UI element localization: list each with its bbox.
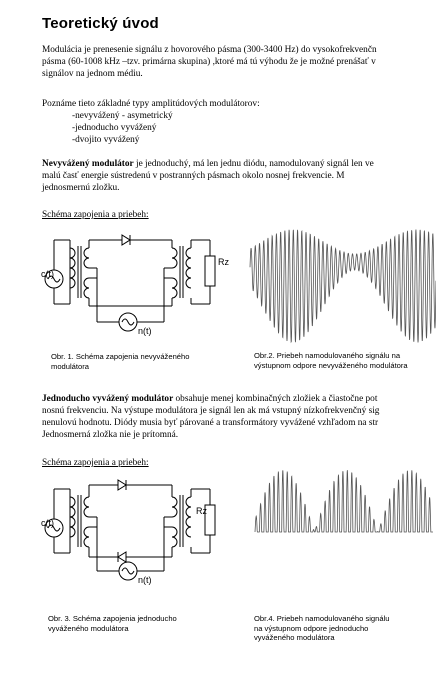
caption-fig1 <box>51 352 189 371</box>
caption-line: Obr. 1. Schéma zapojenia nevyváženého <box>51 352 190 361</box>
single-balanced-paragraph <box>42 393 436 441</box>
caption-line: vyváženého modulátora <box>254 633 335 642</box>
intro-paragraph <box>42 44 436 80</box>
intro-line: pásma (60-1008 kHz –tzv. primárna skupina) ,ktoré má tú výhodu že je možné prenášať v <box>42 57 376 67</box>
unbalanced-waveform-trace <box>250 230 436 343</box>
unbalanced-schematic <box>40 226 230 341</box>
unbalanced-text: je jednoduchý, má len jednu diódu, namodulovaný signál len ve <box>133 159 374 169</box>
modulator-types <box>42 98 436 146</box>
caption-fig4 <box>254 614 390 643</box>
caption-line: modulátora <box>51 361 89 371</box>
source-label: c(t) <box>41 269 54 279</box>
schema-heading-1: Schéma zapojenia a priebeh: <box>42 210 149 220</box>
load-label: Rz <box>196 506 207 516</box>
unbalanced-paragraph <box>42 158 436 194</box>
caption-fig2 <box>254 351 408 370</box>
load-label: Rz <box>218 257 229 267</box>
unbalanced-waveform <box>250 212 436 347</box>
types-item: -dvojito vyvážený <box>72 135 140 145</box>
types-heading: Poznáme tieto základné typy amplitúdových modulátorov: <box>42 99 260 109</box>
caption-line: na výstupnom odpore jednoducho <box>254 623 369 633</box>
caption-line: Obr.2. Priebeh namodulovaného signálu na <box>254 351 401 360</box>
caption-line: vyváženého modulátora <box>48 623 129 633</box>
unbalanced-term: Nevyvážený modulátor <box>42 159 134 169</box>
source-label: c(t) <box>41 518 54 528</box>
unbalanced-text: jednosmernú zložku. <box>42 183 120 193</box>
caption-line: Obr.4. Priebeh namodulovaného signálu <box>254 614 390 623</box>
single-balanced-waveform-trace <box>255 470 433 532</box>
carrier-label: n(t) <box>138 326 152 336</box>
caption-fig3 <box>48 614 177 633</box>
unbalanced-text: malú časť energie sústredenú v postranných pásmach okolo nosnej frekvencie. M <box>42 171 345 181</box>
intro-line: signálov na jednom médiu. <box>42 69 143 79</box>
types-item: -nevyvážený - asymetrický <box>72 111 173 121</box>
single-balanced-text: nenulovú hodnotu. Diódy musia byť párované a transformátory vyvážené vzhľadom na str <box>42 418 379 428</box>
types-item: -jednoducho vyvážený <box>72 123 157 133</box>
single-balanced-term: Jednoducho vyvážený modulátor <box>42 394 174 404</box>
carrier-label: n(t) <box>138 575 152 585</box>
schema-heading-2: Schéma zapojenia a priebeh: <box>42 458 149 468</box>
single-balanced-text: Jednosmerná zložka nie je prítomná. <box>42 430 179 440</box>
intro-line: Modulácia je prenesenie signálu z hovorového pásma (300-3400 Hz) do vysokofrekvenčn <box>42 45 377 55</box>
single-balanced-text: obsahuje menej kombinačných zložiek a čiastočne pot <box>173 394 378 404</box>
single-balanced-text: nosnú frekvenciu. Na výstupe modulátora je signál len ak má vstupný nízkofrekvenčný sig <box>42 406 380 416</box>
caption-line: Obr. 3. Schéma zapojenia jednoducho <box>48 614 177 623</box>
caption-line: výstupnom odpore nevyváženého modulátora <box>254 360 408 370</box>
single-balanced-schematic <box>40 475 230 590</box>
page-title: Teoretický úvod <box>42 15 159 32</box>
single-balanced-waveform <box>255 460 435 605</box>
